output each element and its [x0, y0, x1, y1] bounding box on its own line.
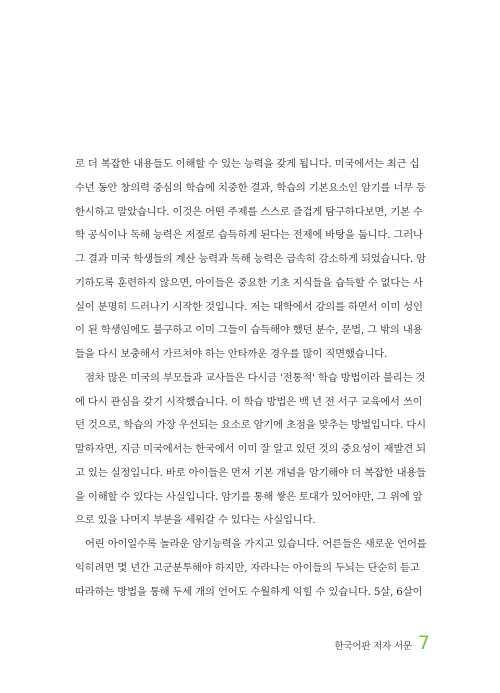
body-line: 을 이해할 수 있다는 사실입니다. 암기를 통해 쌓은 토대가 있어야만, 그 위에 앞	[75, 490, 423, 503]
paragraph-first-line: 점차 많은 미국의 부모들과 교사들은 다시금 '전통적' 학습 방법이라 불리는 것	[85, 371, 426, 384]
paragraph-first-line: 어린 아이일수록 놀라운 암기능력을 가지고 있습니다. 어른들은 새로운 언어를	[85, 538, 427, 550]
body-line: 고 있는 실정입니다. 바로 아이들은 먼저 기본 개념을 암기해야 더 복잡한 내용들	[75, 466, 426, 479]
body-line: 이 된 학생임에도 불구하고 이미 그들이 습득해야 했던 분수, 문법, 그 밖의 내용	[75, 324, 423, 337]
body-line: 기하도록 훈련하지 않으면, 아이들은 중요한 기초 지식들을 습득할 수 없다는 사	[75, 276, 423, 289]
running-footer-title: 한국어판 저자 서문	[334, 641, 412, 652]
body-line: 말하자면, 지금 미국에서는 한국에서 이미 잘 알고 있던 것의 중요성이 재발견 되	[75, 443, 426, 455]
body-line: 에 다시 관심을 갖기 시작했습니다. 이 학습 방법은 백 년 전 서구 교육에서 쓰이	[75, 395, 423, 408]
page-footer	[334, 634, 430, 653]
body-line: 학 공식이나 독해 능력은 저절로 습득하게 된다는 전제에 바탕을 둡니다. 그러나	[75, 229, 423, 242]
body-line: 들을 다시 보충해서 가르쳐야 하는 안타까운 경우를 많이 직면했습니다.	[75, 348, 388, 360]
body-line: 한시하고 말았습니다. 이것은 어떤 주제를 스스로 즐겁게 탐구하다보면, 기본 수	[75, 205, 423, 218]
page-number: 7	[417, 632, 430, 654]
body-line: 으로 있을 나머지 부분을 세워갈 수 있다는 사실입니다.	[75, 514, 316, 527]
body-line: 그 결과 미국 학생들의 계산 능력과 독해 능력은 급속히 감소하게 되었습니다. 암	[75, 253, 426, 265]
body-line: 수년 동안 창의력 중심의 학습에 치중한 결과, 학습의 기본요소인 암기를 너무 등	[75, 181, 426, 194]
body-line: 실이 분명히 드러나기 시작한 것입니다. 저는 대학에서 강의를 하면서 이미 성인	[75, 300, 423, 313]
body-line: 던 것으로, 학습의 가장 우선되는 요소로 암기에 초점을 맞추는 방법입니다. 다시	[75, 419, 426, 432]
body-line: 로 더 복잡한 내용들도 이해할 수 있는 능력을 갖게 됩니다. 미국에서는 최근 십	[75, 158, 420, 170]
body-text	[75, 153, 430, 604]
body-line: 익히려면 몇 년간 고군분투해야 하지만, 자라나는 아이들의 두뇌는 단순히 듣고	[75, 561, 420, 574]
body-line: 따라하는 방법을 통해 두세 개의 언어도 수월하게 익힐 수 있습니다. 5살, 6살이	[75, 585, 423, 598]
